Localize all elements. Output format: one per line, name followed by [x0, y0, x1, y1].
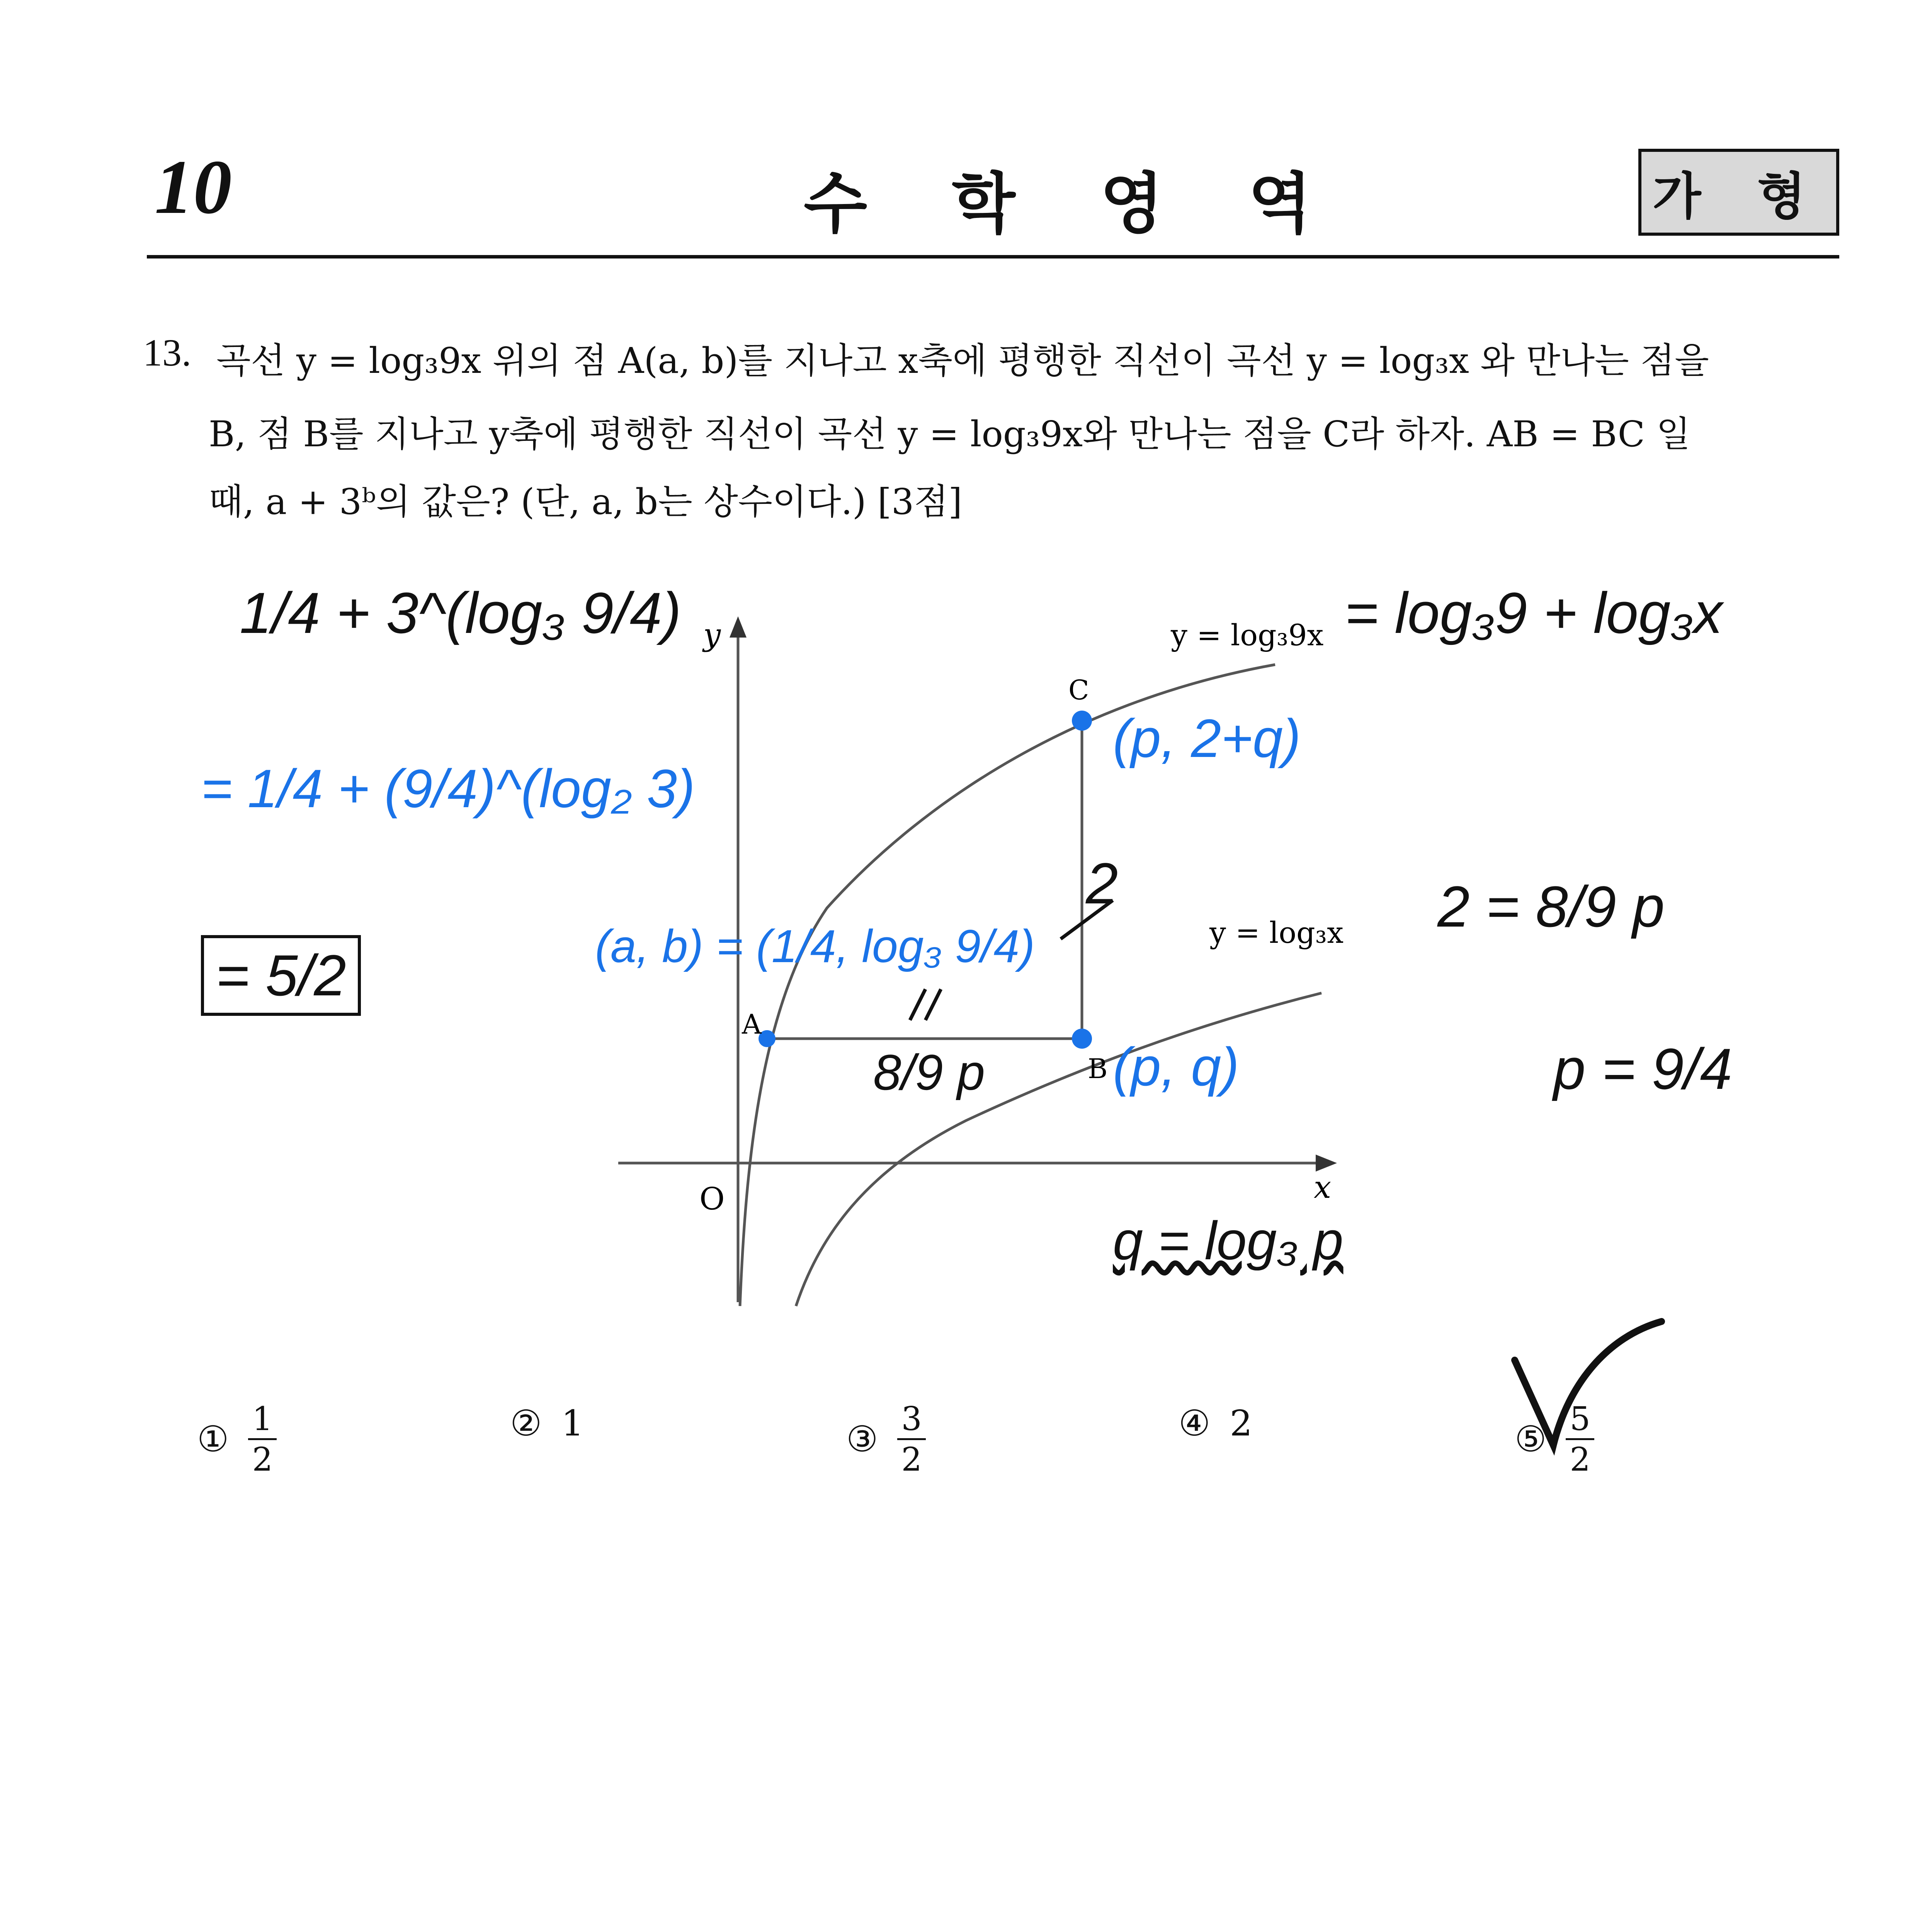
subject-title: 수 학 영 역 [804, 166, 1343, 242]
choice-3-value [897, 1400, 925, 1478]
origin-label: O [699, 1181, 725, 1217]
question-number: 13. [143, 331, 191, 374]
page-number: 10 [155, 145, 232, 230]
choice-1[interactable] [197, 1400, 277, 1478]
choice-5-value [1566, 1400, 1594, 1478]
handwritten-eq3: q = log₃ p [1113, 1210, 1344, 1271]
choice-1-numerator: 1 [248, 1403, 276, 1440]
point-a-label: A [742, 1009, 762, 1040]
choice-5-marker: ⑤ [1515, 1418, 1547, 1460]
choice-1-value [248, 1400, 276, 1478]
choice-5-denominator: 2 [1570, 1440, 1590, 1478]
handwritten-eq1: 2 = 8/9 p [1437, 874, 1665, 939]
choice-5[interactable] [1515, 1400, 1594, 1478]
handwritten-rewrite: = log₃9 + log₃x [1345, 580, 1723, 645]
choice-3-denominator: 2 [901, 1440, 922, 1478]
question-text-line-1: 곡선 y = log₃9x 위의 점 A(a, b)를 지나고 x축에 평행한 직선이 곡선 y = log₃x 와 만나는 점을 [216, 340, 1709, 381]
choice-4-marker: ④ [1179, 1403, 1211, 1444]
handwritten-eq2: p = 9/4 [1553, 1036, 1732, 1101]
handwritten-bc-length: 2 [1086, 851, 1118, 916]
handwritten-result: = 5/2 [201, 935, 361, 1016]
choice-2-value: 1 [561, 1403, 584, 1444]
choice-3-marker: ③ [846, 1418, 878, 1460]
question-text-line-3: 때, a + 3ᵇ의 값은? (단, a, b는 상수이다.) [3점] [209, 481, 963, 522]
handwritten-step: = 1/4 + (9/4)^(log₂ 3) [201, 758, 695, 819]
handwritten-point-c: (p, 2+q) [1113, 708, 1301, 769]
choice-1-denominator: 2 [252, 1440, 273, 1478]
point-b [1072, 1029, 1092, 1049]
y-axis-arrow [730, 616, 747, 638]
exam-type-label: 가 형 [1652, 167, 1825, 226]
header-divider [147, 255, 1839, 259]
choice-2[interactable] [510, 1403, 584, 1444]
point-c [1072, 711, 1092, 731]
handwritten-point-a: (a, b) = (1/4, log₃ 9/4) [595, 920, 1035, 972]
choice-2-marker: ② [510, 1403, 542, 1444]
handwritten-point-b: (p, q) [1113, 1036, 1239, 1097]
point-c-label: C [1068, 674, 1089, 706]
ab-equal-mark [910, 989, 941, 1020]
choice-4-value: 2 [1230, 1403, 1253, 1444]
choice-5-numerator: 5 [1566, 1403, 1594, 1440]
question-text-line-2: B, 점 B를 지나고 y축에 평행한 직선이 곡선 y = log₃9x와 만나는 점을 C라 하자. AB = BC 일 [209, 413, 1691, 455]
x-axis-label: x [1314, 1169, 1332, 1205]
point-b-label: B [1088, 1053, 1108, 1085]
y-axis-label: y [703, 617, 721, 653]
handwritten-expression: 1/4 + 3^(log₃ 9/4) [240, 580, 682, 645]
choice-4[interactable] [1179, 1403, 1252, 1444]
choice-1-marker: ① [197, 1418, 229, 1460]
choice-3[interactable] [846, 1400, 926, 1478]
curve-upper-label: y = log₃9x [1171, 618, 1324, 652]
curve-lower-label: y = log₃x [1209, 915, 1344, 950]
handwritten-ab-length: 8/9 p [873, 1044, 985, 1100]
exam-type-badge [1638, 149, 1839, 236]
choice-3-numerator: 3 [897, 1403, 925, 1440]
